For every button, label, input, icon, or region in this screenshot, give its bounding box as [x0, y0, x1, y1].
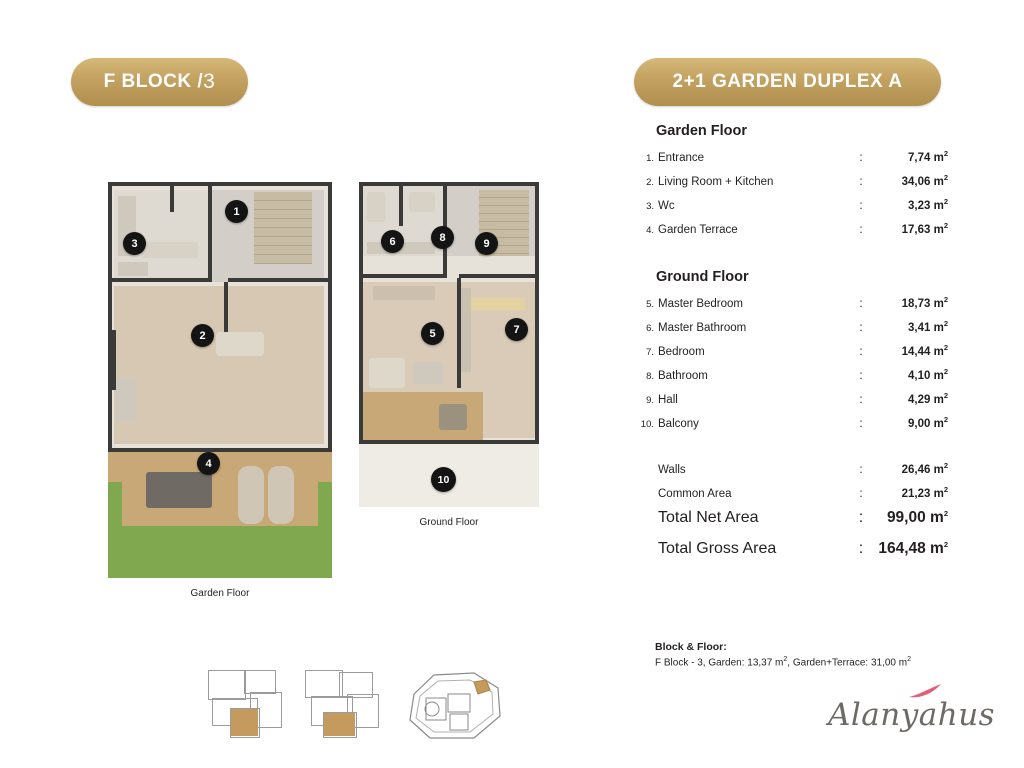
total-net-area-row: [634, 509, 954, 540]
table-row: [634, 295, 954, 319]
brand-logo: [828, 697, 995, 733]
plan-marker-2: 2: [191, 324, 214, 347]
row-index: 1.: [646, 152, 654, 164]
room-name: Bathroom: [658, 369, 708, 382]
plan-marker-5: 5: [421, 322, 444, 345]
room-name: Master Bedroom: [658, 297, 744, 310]
room-name: Hall: [658, 393, 678, 406]
block-and-floor-detail: F Block - 3, Garden: 13,37 $m^2$, Garden+Terrace: 31,00 $m^2$: [655, 656, 911, 669]
total-name: Total Gross Area: [658, 540, 777, 558]
row-index: 6.: [646, 322, 654, 334]
room-area: 17,63 $m^2$: [901, 221, 948, 236]
row-index: 4.: [646, 224, 654, 236]
unit-type-pill: [634, 58, 941, 106]
summary-name: Walls: [658, 463, 686, 476]
table-row: [634, 197, 954, 221]
row-colon: :: [859, 151, 863, 164]
summary-value: 26,46 $m^2$: [901, 461, 948, 476]
block-title-pill: [71, 58, 248, 106]
room-area: 4,29 $m^2$: [908, 391, 948, 406]
total-gross-area-row: [634, 540, 954, 571]
row-colon: :: [859, 345, 863, 358]
swoosh-icon: [908, 683, 942, 701]
total-value: 164,48 $m^2$: [878, 540, 948, 558]
block-label: F BLOCK /: [103, 71, 204, 92]
summary-name: Common Area: [658, 487, 732, 500]
table-row: [634, 461, 954, 485]
block-number: 3: [203, 70, 216, 93]
garden-floor-rows: [634, 149, 954, 245]
row-colon: :: [859, 297, 863, 310]
room-area: 3,41 $m^2$: [908, 319, 948, 334]
room-area: 3,23 $m^2$: [908, 197, 948, 212]
table-row: [634, 319, 954, 343]
plan-marker-1: 1: [225, 200, 248, 223]
plan-marker-8: 8: [431, 226, 454, 249]
ground-floor-heading: Ground Floor: [656, 269, 749, 285]
row-colon: :: [859, 321, 863, 334]
room-name: Entrance: [658, 151, 705, 164]
plan-marker-7: 7: [505, 318, 528, 341]
plan-marker-6: 6: [381, 230, 404, 253]
table-row: [634, 367, 954, 391]
room-area: 4,10 $m^2$: [908, 367, 948, 382]
ground-floor-caption: Ground Floor: [419, 517, 479, 528]
site-plan-thumbnail-2: [303, 668, 383, 740]
plan-marker-4: 4: [197, 452, 220, 475]
room-name: Balcony: [658, 417, 699, 430]
brand-name: Alanyahus: [828, 697, 996, 733]
table-row: [634, 149, 954, 173]
room-area: 7,74 $m^2$: [908, 149, 948, 164]
plan-marker-10: 10: [431, 467, 456, 492]
room-area: 14,44 $m^2$: [901, 343, 948, 358]
room-name: Garden Terrace: [658, 223, 738, 236]
room-name: Bedroom: [658, 345, 705, 358]
area-schedule: [634, 123, 954, 571]
row-index: 10.: [640, 418, 654, 430]
row-colon: :: [859, 393, 863, 406]
room-name: Living Room + Kitchen: [658, 175, 774, 188]
row-index: 9.: [646, 394, 654, 406]
row-index: 8.: [646, 370, 654, 382]
row-colon: :: [858, 509, 864, 527]
total-value: 99,00 $m^2$: [886, 509, 948, 527]
garden-floor-caption: Garden Floor: [190, 588, 250, 599]
row-colon: :: [859, 175, 863, 188]
row-colon: :: [859, 223, 863, 236]
room-name: Master Bathroom: [658, 321, 747, 334]
room-area: 9,00 $m^2$: [908, 415, 948, 430]
ground-floor-plan-image: [359, 182, 539, 507]
site-plan-thumbnail-1: [206, 668, 286, 740]
row-colon: :: [859, 417, 863, 430]
garden-floor-plan-image: [108, 182, 332, 578]
row-index: 2.: [646, 176, 654, 188]
row-index: 5.: [646, 298, 654, 310]
garden-floor-heading: Garden Floor: [656, 123, 748, 139]
table-row: [634, 221, 954, 245]
block-and-floor-title: Block & Floor:: [655, 641, 727, 653]
row-index: 7.: [646, 346, 654, 358]
row-index: 3.: [646, 200, 654, 212]
site-plan-thumbnail-3: [400, 668, 510, 743]
table-row: [634, 415, 954, 439]
table-row: [634, 343, 954, 367]
room-area: 18,73 $m^2$: [901, 295, 948, 310]
row-colon: :: [859, 487, 863, 500]
table-row: [634, 173, 954, 197]
total-name: Total Net Area: [658, 509, 759, 527]
row-colon: :: [859, 463, 863, 476]
plan-marker-9: 9: [475, 232, 498, 255]
summary-value: 21,23 $m^2$: [901, 485, 948, 500]
room-area: 34,06 $m^2$: [901, 173, 948, 188]
room-name: Wc: [658, 199, 675, 212]
site-outline-icon: [400, 668, 510, 743]
table-row: [634, 485, 954, 509]
row-colon: :: [859, 369, 863, 382]
row-colon: :: [859, 199, 863, 212]
ground-floor-rows: [634, 295, 954, 439]
summary-rows: [634, 461, 954, 571]
plan-marker-3: 3: [123, 232, 146, 255]
unit-type-label: 2+1 GARDEN DUPLEX A: [672, 71, 903, 92]
block-and-floor-note: [655, 639, 985, 671]
table-row: [634, 391, 954, 415]
row-colon: :: [858, 540, 864, 558]
